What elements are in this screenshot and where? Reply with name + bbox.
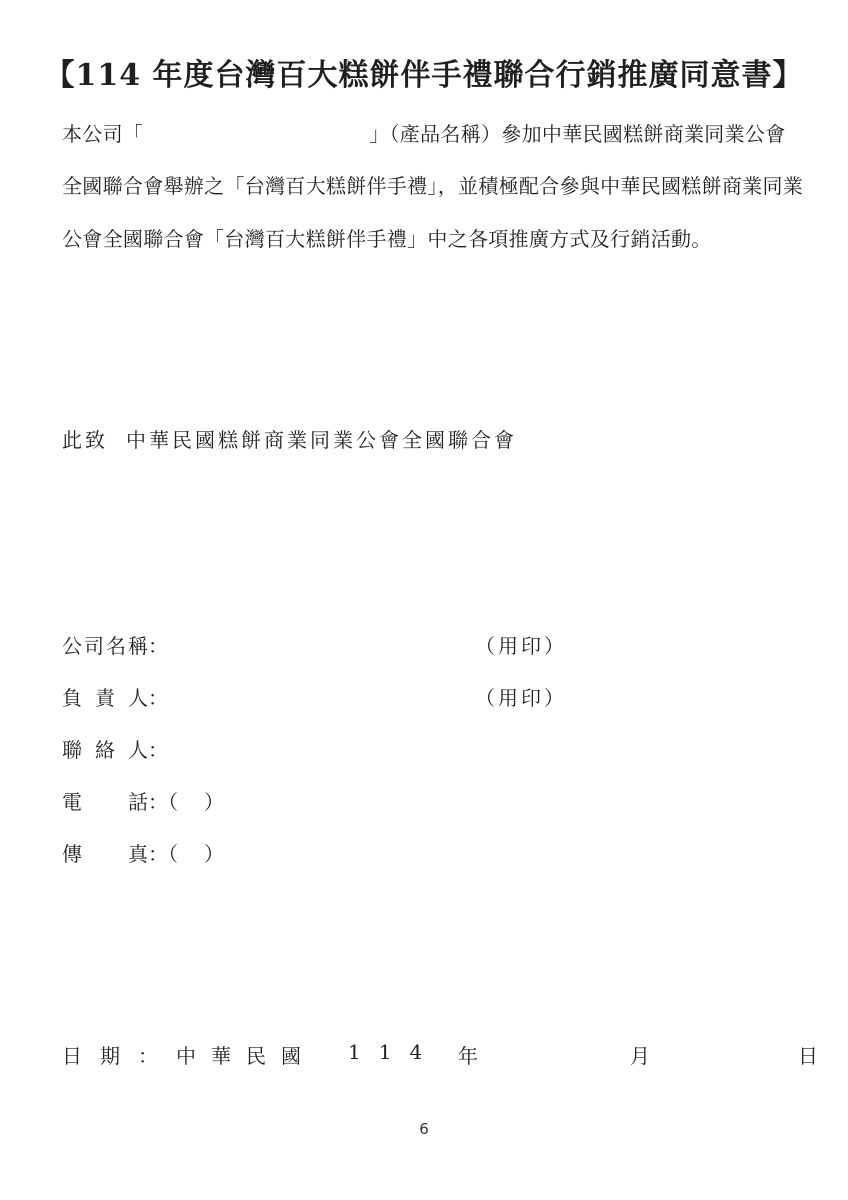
- field-responsible-person: [62, 682, 788, 708]
- agreement-line1-suffix: 」（產品名稱）參加中華民國糕餅商業同業公會: [369, 122, 786, 146]
- document-title: 【114 年度台灣百大糕餅伴手禮聯合行銷推廣同意書】: [44, 58, 804, 93]
- field-phone: [62, 786, 788, 812]
- responsible-person-label: 負責人: [62, 686, 148, 710]
- agreement-paragraph-line-1: [62, 118, 786, 147]
- responsible-person-seal-note: （用印）: [475, 686, 567, 710]
- salutation-lead: 此致: [62, 428, 108, 452]
- date-label: 日期：: [62, 1044, 176, 1068]
- fax-label: 傳真: [62, 842, 148, 866]
- agreement-line1-prefix: 本公司「: [62, 122, 144, 146]
- product-name-blank: [143, 140, 369, 141]
- company-name-label: 公司名稱: [62, 634, 148, 658]
- date-day-unit: 日: [798, 1044, 818, 1068]
- field-contact-person: [62, 734, 788, 760]
- field-fax: [62, 838, 788, 864]
- fax-area-code-paren-close: ）: [204, 842, 224, 866]
- responsible-person-colon: ：: [148, 686, 168, 710]
- company-seal-note: （用印）: [475, 634, 567, 658]
- fax-colon: ：: [148, 842, 168, 866]
- date-year-unit: 年: [458, 1044, 478, 1068]
- phone-area-code-paren-close: ）: [204, 790, 224, 814]
- company-name-colon: ：: [148, 634, 168, 658]
- salutation-gap: [108, 446, 126, 447]
- fax-area-code-blank: [178, 860, 204, 861]
- phone-area-code-paren-open: （: [168, 790, 178, 814]
- phone-colon: ：: [148, 790, 168, 814]
- page-number: 6: [419, 1120, 429, 1138]
- field-company-name: [62, 630, 788, 656]
- contact-person-colon: ：: [148, 738, 168, 762]
- contact-person-label: 聯絡人: [62, 738, 148, 762]
- salutation-recipient: 中華民國糕餅商業同業公會全國聯合會: [126, 428, 517, 452]
- agreement-paragraph-line-2: 全國聯合會舉辦之「台灣百大糕餅伴手禮」，並積極配合參與中華民國糕餅商業同業: [62, 174, 804, 198]
- phone-area-code-blank: [178, 808, 204, 809]
- fax-area-code-paren-open: （: [168, 842, 178, 866]
- agreement-paragraph-line-3: 公會全國聯合會「台灣百大糕餅伴手禮」中之各項推廣方式及行銷活動。: [62, 227, 712, 251]
- phone-label: 電話: [62, 790, 148, 814]
- date-year-value: 114: [348, 1040, 441, 1064]
- date-era-roc: 中華民國: [176, 1044, 316, 1068]
- salutation-line: [62, 424, 517, 453]
- date-month-unit: 月: [630, 1044, 650, 1068]
